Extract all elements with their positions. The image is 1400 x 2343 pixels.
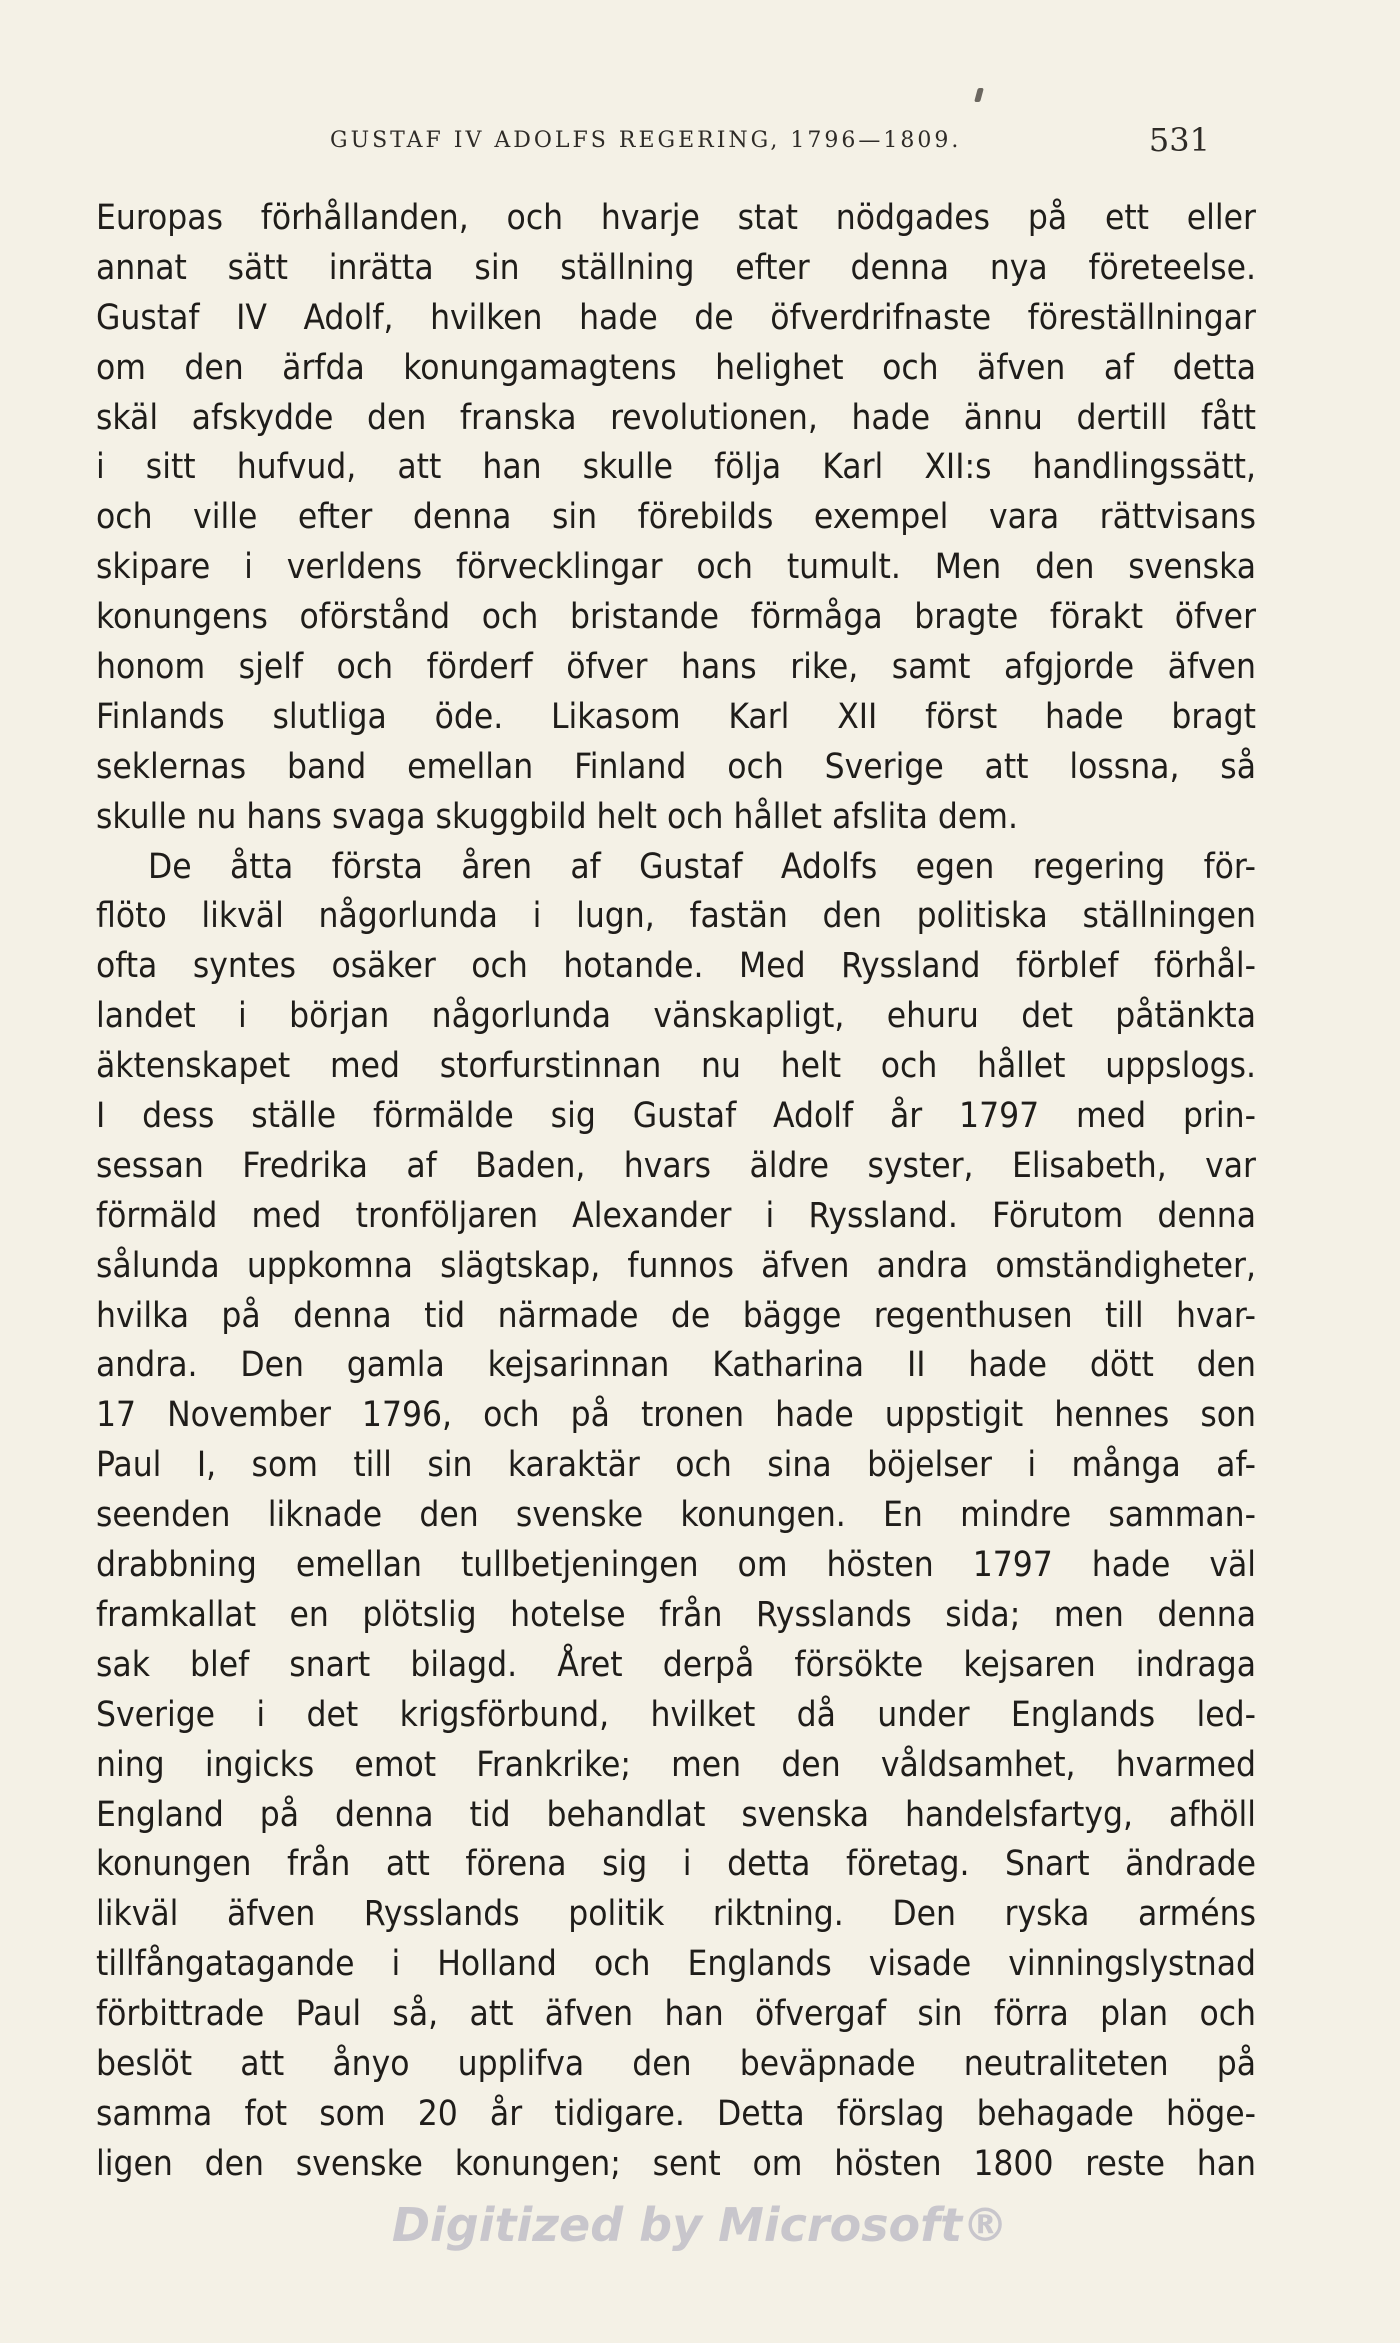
- text-line: äktenskapet med storfurstinnan nu helt och hållet uppslogs.: [96, 1046, 1256, 1087]
- text-line: i sitt hufvud, att han skulle följa Karl XII:s handlingssätt,: [96, 447, 1256, 488]
- text-line: flöto likväl någorlunda i lugn, fastän den politiska ställningen: [96, 896, 1256, 937]
- text-line: om den ärfda konungamagtens helighet och äfven af detta: [96, 347, 1256, 388]
- text-line: tillfångatagande i Holland och Englands visade vinningslystnad: [96, 1944, 1256, 1985]
- text-line: honom sjelf och förderf öfver hans rike, samt afgjorde äfven: [96, 647, 1256, 688]
- text-line: hvilka på denna tid närmade de bägge regenthusen till hvar-: [96, 1295, 1256, 1336]
- text-line: förmäld med tronföljaren Alexander i Ryssland. Förutom denna: [96, 1195, 1256, 1236]
- text-line: skäl afskydde den franska revolutionen, hade ännu dertill fått: [96, 397, 1256, 438]
- text-line: Gustaf IV Adolf, hvilken hade de öfverdrifnaste föreställningar: [96, 297, 1256, 338]
- text-line: samma fot som 20 år tidigare. Detta förslag behagade höge-: [96, 2093, 1256, 2134]
- text-line: Finlands slutliga öde. Likasom Karl XII först hade bragt: [96, 696, 1256, 737]
- text-line: sessan Fredrika af Baden, hvars äldre syster, Elisabeth, var: [96, 1145, 1256, 1186]
- paragraph-first-line: De åtta första åren af Gustaf Adolfs egen regering för-: [148, 846, 1256, 887]
- text-line: Paul I, som till sin karaktär och sina böjelser i många af-: [96, 1445, 1256, 1486]
- text-line: I dess ställe förmälde sig Gustaf Adolf år 1797 med prin-: [96, 1096, 1256, 1137]
- text-line: konungen från att förena sig i detta företag. Snart ändrade: [96, 1844, 1256, 1885]
- running-head: GUSTAF IV ADOLFS REGERING, 1796—1809.: [330, 127, 962, 153]
- text-line: England på denna tid behandlat svenska handelsfartyg, afhöll: [96, 1794, 1256, 1835]
- page-header: [330, 118, 1210, 162]
- text-line: landet i början någorlunda vänskapligt, ehuru det påtänkta: [96, 996, 1256, 1037]
- text-line: 17 November 1796, och på tronen hade uppstigit hennes son: [96, 1395, 1256, 1436]
- text-line: ning ingicks emot Frankrike; men den våldsamhet, hvarmed: [96, 1744, 1256, 1785]
- text-line: sålunda uppkomna slägtskap, funnos äfven andra omständigheter,: [96, 1245, 1256, 1286]
- text-line: ligen den svenske konungen; sent om hösten 1800 reste han: [96, 2143, 1256, 2184]
- text-line: Sverige i det krigsförbund, hvilket då under Englands led-: [96, 1694, 1256, 1735]
- ink-mark: [974, 88, 984, 102]
- body-text: [96, 194, 1256, 2190]
- text-line: drabbning emellan tullbetjeningen om hösten 1797 hade väl: [96, 1545, 1256, 1586]
- text-line: beslöt att ånyo upplifva den beväpnade neutraliteten på: [96, 2043, 1256, 2084]
- text-line: annat sätt inrätta sin ställning efter denna nya företeelse.: [96, 247, 1256, 288]
- text-line: seenden liknade den svenske konungen. En mindre samman-: [96, 1495, 1256, 1536]
- text-line: framkallat en plötslig hotelse från Rysslands sida; men denna: [96, 1594, 1256, 1635]
- text-line: ofta syntes osäker och hotande. Med Ryssland förblef förhål-: [96, 946, 1256, 987]
- text-line: förbittrade Paul så, att äfven han öfvergaf sin förra plan och: [96, 1994, 1256, 2035]
- text-line: Europas förhållanden, och hvarje stat nödgades på ett eller: [96, 198, 1256, 238]
- text-line: seklernas band emellan Finland och Sverige att lossna, så: [96, 746, 1256, 787]
- text-line: andra. Den gamla kejsarinnan Katharina II hade dött den: [96, 1345, 1256, 1386]
- digitization-watermark: Digitized by Microsoft®: [391, 2198, 1009, 2252]
- text-line: konungens oförstånd och bristande förmåga bragte förakt öfver: [96, 597, 1256, 638]
- text-line: och ville efter denna sin förebilds exempel vara rättvisans: [96, 497, 1256, 538]
- text-line: likväl äfven Rysslands politik riktning. Den ryska arméns: [96, 1894, 1256, 1935]
- text-line: sak blef snart bilagd. Året derpå försökte kejsaren indraga: [96, 1644, 1256, 1685]
- page-number: 531: [1148, 121, 1210, 159]
- text-line: skipare i verldens förvecklingar och tumult. Men den svenska: [96, 547, 1256, 588]
- text-line: skulle nu hans svaga skuggbild helt och hållet afslita dem.: [96, 796, 1018, 837]
